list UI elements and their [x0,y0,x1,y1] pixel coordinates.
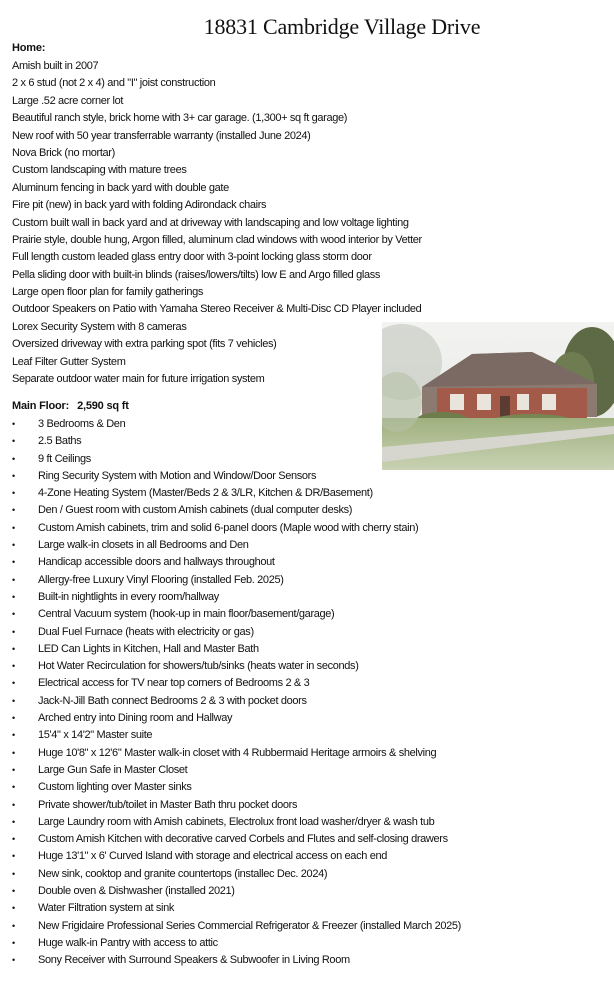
bullet-icon: • [12,574,15,585]
list-item-text: Central Vacuum system (hook-up in main floor/basement/garage) [38,608,335,621]
home-heading: Home: [12,42,46,54]
bullet-icon: • [12,591,15,602]
list-item: Full length custom leaded glass entry door with 3-point locking glass storm door [12,251,372,264]
bullet-icon: • [12,695,15,706]
list-item-text: Custom lighting over Master sinks [38,781,192,794]
list-item: Fire pit (new) in back yard with folding Adirondack chairs [12,199,267,212]
list-item: Nova Brick (no mortar) [12,146,115,159]
list-item [12,831,461,848]
list-item-text: Built-in nightlights in every room/hallway [38,590,219,603]
list-item-text: Large Gun Safe in Master Closet [38,763,188,776]
list-item-text: New Frigidaire Professional Series Commercial Refrigerator & Freezer (installed March 2025) [38,919,461,932]
bullet-icon: • [12,782,15,793]
list-item: Custom landscaping with mature trees [12,164,187,177]
bullet-icon: • [12,730,15,741]
list-item [12,675,461,692]
main-floor-label: Main Floor: [12,400,70,412]
list-item [12,451,461,468]
list-item [12,745,461,762]
list-item-text: 2.5 Baths [38,435,82,448]
list-item-text: Den / Guest room with custom Amish cabinets (dual computer desks) [38,504,353,517]
list-item-text: Jack-N-Jill Bath connect Bedrooms 2 & 3 with pocket doors [38,694,307,707]
list-item: Large open floor plan for family gatherings [12,286,204,299]
list-item: Separate outdoor water main for future irrigation system [12,373,265,386]
list-item [12,520,461,537]
list-item-text: Large Laundry room with Amish cabinets, Electrolux front load washer/dryer & wash tub [38,815,435,828]
bullet-icon: • [12,886,15,897]
bullet-icon: • [12,937,15,948]
list-item-text: Custom Amish cabinets, trim and solid 6-panel doors (Maple wood with cherry stain) [38,521,419,534]
bullet-icon: • [12,609,15,620]
bullet-icon: • [12,868,15,879]
list-item-text: Private shower/tub/toilet in Master Bath thru pocket doors [38,798,298,811]
list-item-text: Allergy-free Luxury Vinyl Flooring (installed Feb. 2025) [38,573,284,586]
list-item [12,537,461,554]
list-item-text: Large walk-in closets in all Bedrooms and Den [38,539,249,552]
list-item [12,554,461,571]
list-item-text: Huge 13'1" x 6' Curved Island with storage and electrical access on each end [38,850,388,863]
list-item [12,433,461,450]
list-item: Pella sliding door with built-in blinds (raises/lowers/tilts) low E and Argo filled glass [12,268,381,281]
list-item [12,468,461,485]
bullet-icon: • [12,436,15,447]
bullet-icon: • [12,453,15,464]
list-item-text: 15'4" x 14'2" Master suite [38,729,153,742]
list-item [12,658,461,675]
list-item [12,797,461,814]
list-item [12,485,461,502]
bullet-icon: • [12,816,15,827]
list-item-text: Handicap accessible doors and hallways throughout [38,556,275,569]
list-item: Oversized driveway with extra parking spot (fits 7 vehicles) [12,338,277,351]
list-item-text: Huge 10'8" x 12'6" Master walk-in closet with 4 Rubbermaid Heritage armoirs & shelving [38,746,437,759]
bullet-icon: • [12,834,15,845]
list-item: Leaf Filter Gutter System [12,355,126,368]
list-item: New roof with 50 year transferrable warranty (installed June 2024) [12,129,311,142]
list-item [12,624,461,641]
list-item [12,762,461,779]
bullet-icon: • [12,920,15,931]
bullet-icon: • [12,661,15,672]
list-item-text: Sony Receiver with Surround Speakers & Subwoofer in Living Room [38,954,350,967]
bullet-icon: • [12,903,15,914]
list-item-text: LED Can Lights in Kitchen, Hall and Master Bath [38,642,259,655]
list-item [12,883,461,900]
list-item: Outdoor Speakers on Patio with Yamaha Stereo Receiver & Multi-Disc CD Player included [12,303,422,316]
list-item: Aluminum fencing in back yard with double gate [12,181,229,194]
main-floor-heading [12,400,129,412]
list-item-text: Huge walk-in Pantry with access to attic [38,936,218,949]
list-item: Amish built in 2007 [12,60,99,72]
list-item: Beautiful ranch style, brick home with 3+ car garage. (1,300+ sq ft garage) [12,112,348,125]
list-item-text: Custom Amish Kitchen with decorative carved Corbels and Flutes and self-closing drawers [38,833,448,846]
list-item [12,502,461,519]
list-item-text: Hot Water Recirculation for showers/tub/sinks (heats water in seconds) [38,660,359,673]
bullet-icon: • [12,557,15,568]
bullet-icon: • [12,747,15,758]
list-item-text: Electrical access for TV near top corners of Bedrooms 2 & 3 [38,677,310,690]
bullet-icon: • [12,419,15,429]
bullet-icon: • [12,713,15,724]
home-features-list [12,58,422,388]
list-item [12,918,461,935]
list-item-text: 3 Bedrooms & Den [38,418,126,430]
page-title: 18831 Cambridge Village Drive [203,14,481,39]
list-item [12,416,461,433]
bullet-icon: • [12,488,15,499]
list-item [12,952,461,969]
list-item [12,848,461,865]
bullet-icon: • [12,470,15,481]
list-item-text: 4-Zone Heating System (Master/Beds 2 & 3/LR, Kitchen & DR/Basement) [38,487,373,500]
list-item [12,866,461,883]
list-item-text: Double oven & Dishwasher (installed 2021) [38,885,235,898]
list-item [12,727,461,744]
bullet-icon: • [12,522,15,533]
list-item-text: Arched entry into Dining room and Hallway [38,712,233,725]
list-item: Prairie style, double hung, Argon filled, aluminum clad windows with wood interior by Vetter [12,233,422,246]
bullet-icon: • [12,540,15,551]
bullet-icon: • [12,678,15,689]
list-item [12,710,461,727]
list-item [12,606,461,623]
list-item [12,779,461,796]
main-floor-features-list [12,416,461,970]
list-item: Large .52 acre corner lot [12,94,124,107]
list-item [12,935,461,952]
list-item: 2 x 6 stud (not 2 x 4) and "I" joist construction [12,77,216,90]
list-item [12,589,461,606]
list-item [12,900,461,917]
list-item-text: New sink, cooktop and granite countertops (installec Dec. 2024) [38,867,328,880]
bullet-icon: • [12,626,15,637]
bullet-icon: • [12,799,15,810]
list-item-text: Dual Fuel Furnace (heats with electricity or gas) [38,625,254,638]
list-item-text: Water Filtration system at sink [38,902,175,915]
list-item [12,572,461,589]
list-item [12,693,461,710]
bullet-icon: • [12,851,15,862]
list-item [12,814,461,831]
bullet-icon: • [12,505,15,516]
bullet-icon: • [12,643,15,654]
list-item: Custom built wall in back yard and at driveway with landscaping and low voltage lighting [12,216,409,229]
bullet-icon: • [12,955,15,966]
list-item: Lorex Security System with 8 cameras [12,320,187,333]
bullet-icon: • [12,764,15,775]
list-item-text: Ring Security System with Motion and Window/Door Sensors [38,469,317,482]
list-item-text: 9 ft Ceilings [38,452,91,465]
main-floor-sqft: 2,590 sq ft [77,400,129,412]
list-item [12,641,461,658]
